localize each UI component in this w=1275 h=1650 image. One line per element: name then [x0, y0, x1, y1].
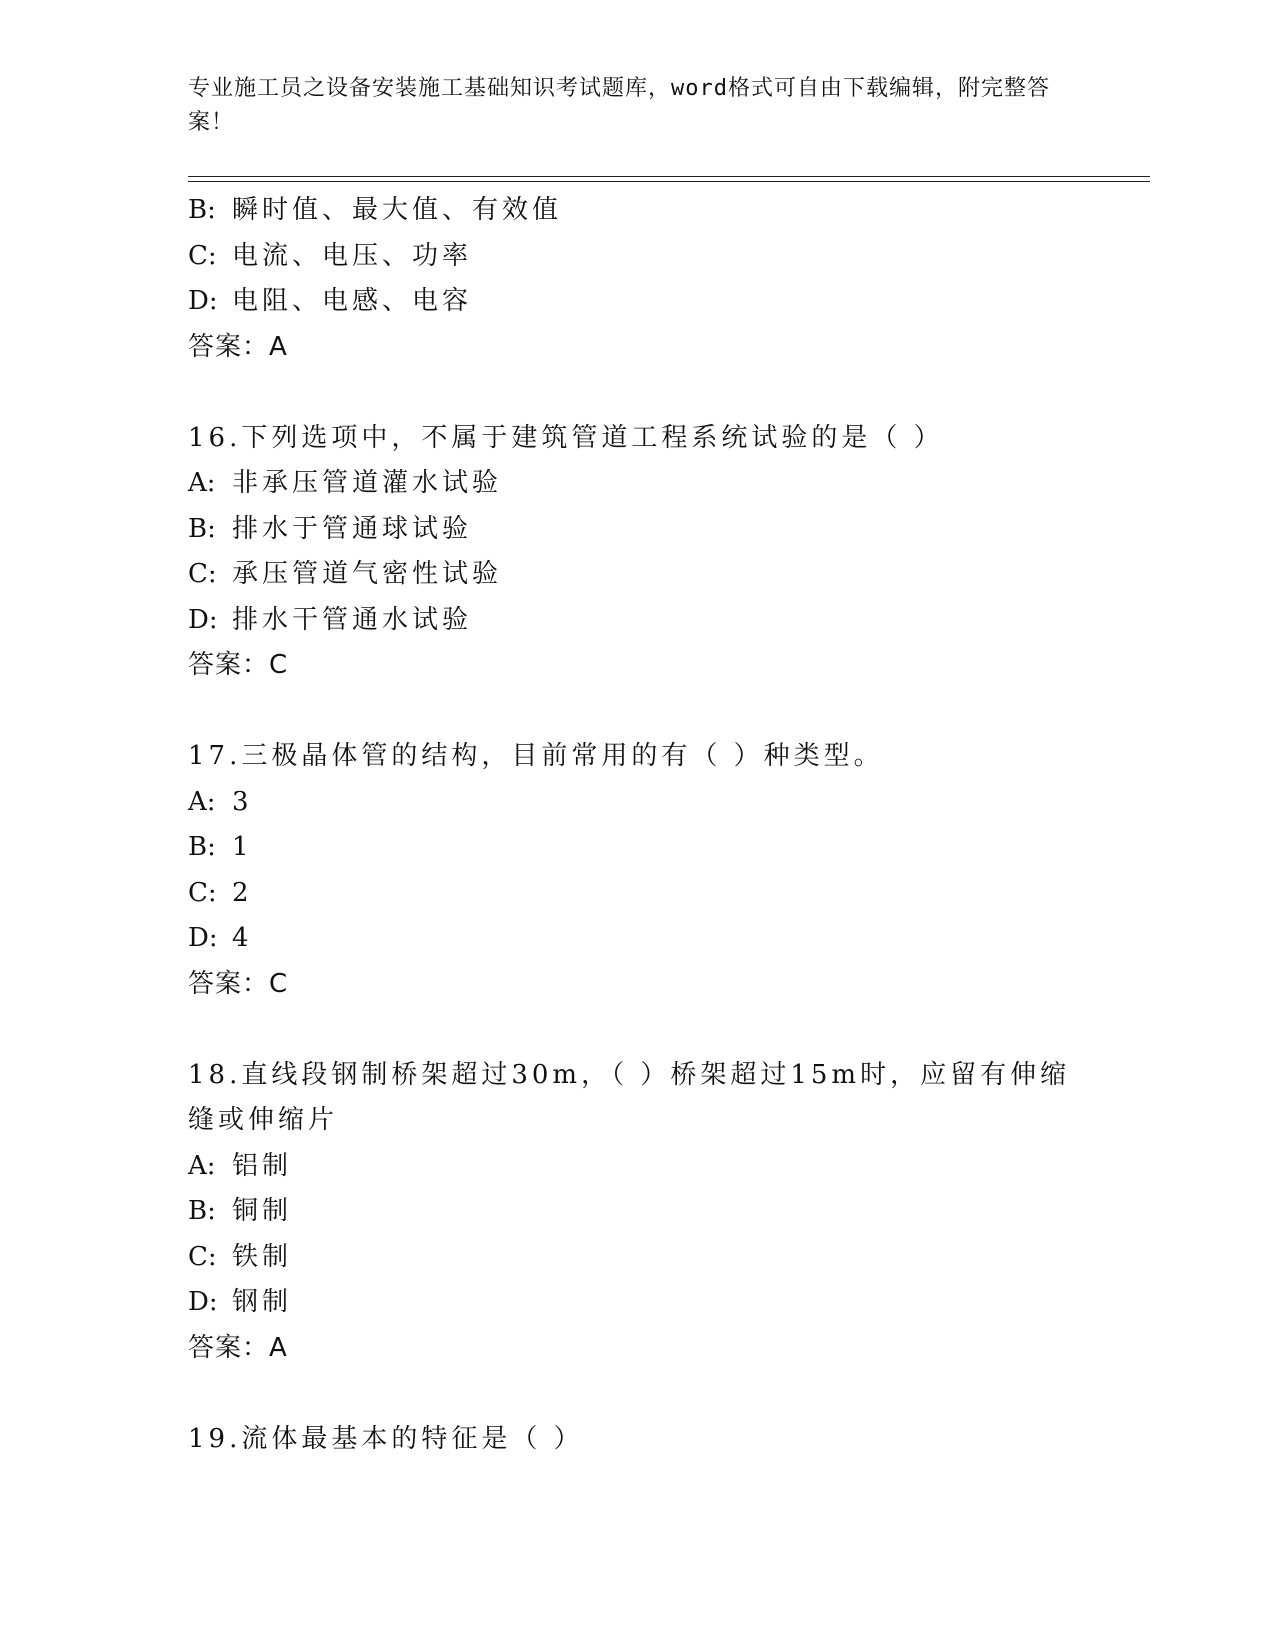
question-title: 19.流体最基本的特征是（ ）	[188, 1423, 584, 1454]
option-row	[188, 188, 1088, 234]
option-row	[188, 1235, 1088, 1281]
option-letter: B:	[188, 1196, 216, 1226]
option-text: 2	[232, 877, 253, 908]
spacer	[188, 370, 1088, 416]
option-letter: A:	[188, 1150, 216, 1181]
option-letter: C:	[188, 559, 217, 589]
option-row	[188, 507, 1088, 553]
option-text: 非承压管道灌水试验	[232, 468, 503, 498]
option-row	[188, 871, 1088, 917]
header-divider-bottom	[188, 181, 1150, 182]
option-row	[188, 1189, 1088, 1235]
spacer	[188, 1371, 1088, 1417]
question-title: 16.下列选项中，不属于建筑管道工程系统试验的是（ ）	[188, 422, 944, 453]
question-title: 17.三极晶体管的结构，目前常用的有（ ）种类型。	[188, 741, 884, 771]
option-letter: D:	[188, 286, 218, 316]
option-text: 电阻、电感、电容	[232, 286, 473, 316]
header-divider-top	[188, 176, 1150, 177]
option-letter: B:	[188, 832, 216, 862]
option-text: 承压管道气密性试验	[232, 559, 503, 589]
option-text: 排水干管通水试验	[232, 604, 473, 635]
question-list	[188, 188, 1088, 1462]
spacer	[188, 1007, 1088, 1053]
option-text: 排水于管通球试验	[232, 513, 473, 544]
option-text: 铜制	[232, 1196, 293, 1226]
option-text: 钢制	[232, 1287, 293, 1317]
question-17	[188, 734, 1088, 1007]
option-letter: A:	[188, 786, 216, 817]
option-text: 4	[232, 923, 253, 953]
option-letter: C:	[188, 877, 217, 908]
option-text: 铁制	[232, 1241, 293, 1272]
question-18	[188, 1053, 1088, 1372]
option-letter: D:	[188, 923, 218, 953]
answer-line: 答案：A	[188, 1332, 288, 1363]
option-text: 铝制	[232, 1150, 293, 1181]
spacer	[188, 689, 1088, 735]
answer-line: 答案：A	[188, 331, 288, 362]
option-row	[188, 1144, 1088, 1190]
option-row	[188, 552, 1088, 598]
option-letter: B:	[188, 513, 216, 544]
option-row	[188, 916, 1088, 962]
option-letter: D:	[188, 604, 218, 635]
answer-line: 答案：C	[188, 968, 289, 999]
option-letter: A:	[188, 468, 216, 498]
option-text: 瞬时值、最大值、有效值	[232, 195, 563, 225]
answer-line: 答案：C	[188, 650, 289, 680]
option-row	[188, 780, 1088, 826]
option-row	[188, 598, 1088, 644]
option-text: 电流、电压、功率	[232, 240, 473, 271]
option-row	[188, 279, 1088, 325]
option-text: 1	[232, 832, 253, 862]
option-letter: D:	[188, 1287, 218, 1317]
option-letter: C:	[188, 1241, 217, 1272]
option-row	[188, 1280, 1088, 1326]
option-letter: C:	[188, 240, 217, 271]
question-16	[188, 416, 1088, 689]
option-text: 3	[232, 786, 253, 817]
document-header: 专业施工员之设备安装施工基础知识考试题库，word格式可自由下载编辑，附完整答案！	[188, 76, 1050, 135]
option-row	[188, 234, 1088, 280]
question-title: 18.直线段钢制桥架超过30m，（ ）桥架超过15m时，应留有伸缩缝或伸缩片	[188, 1059, 1071, 1135]
question-15-continued	[188, 188, 1088, 370]
option-row	[188, 461, 1088, 507]
option-row	[188, 825, 1088, 871]
option-letter: B:	[188, 195, 216, 225]
question-19	[188, 1417, 1088, 1463]
